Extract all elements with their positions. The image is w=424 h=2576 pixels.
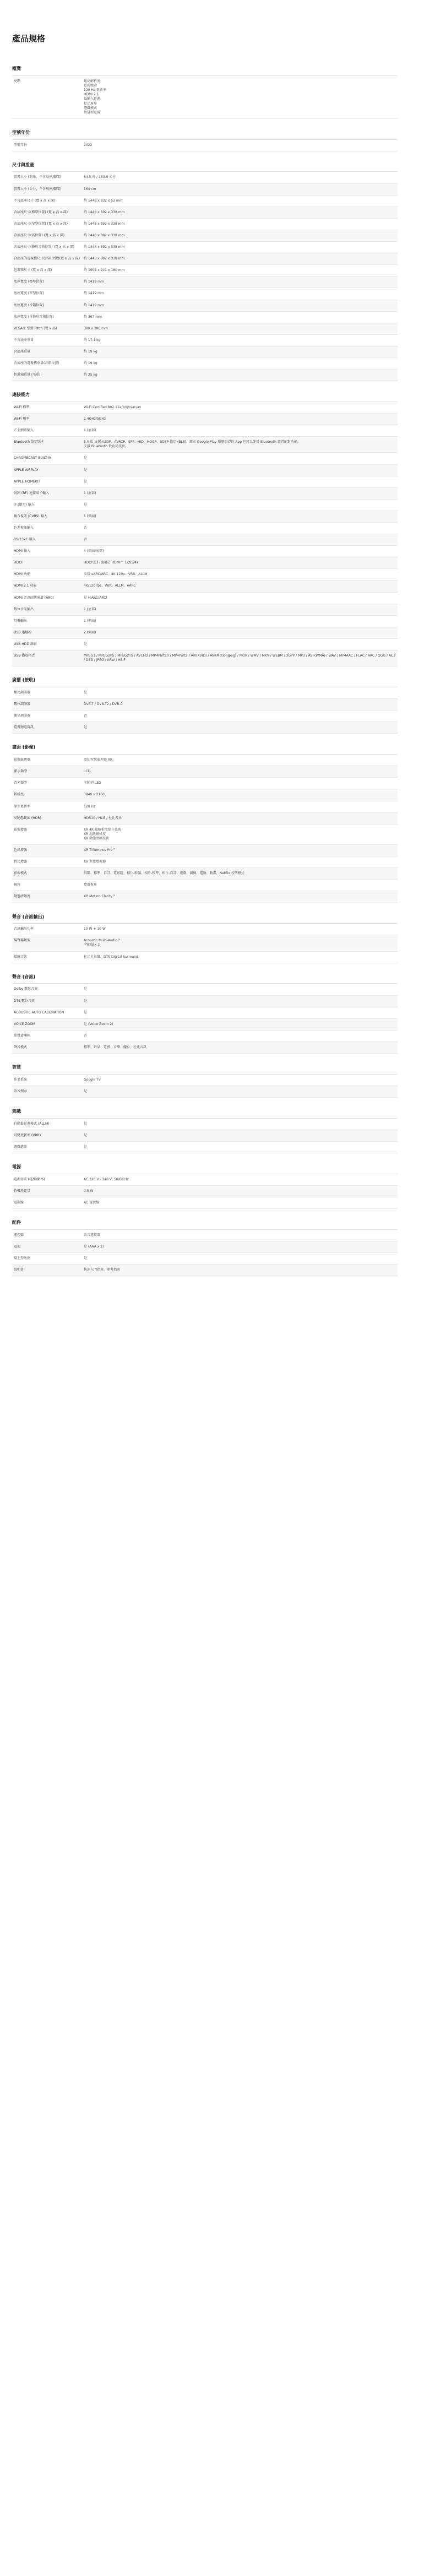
spec-row [12, 1031, 398, 1042]
spec-label: 說明書 [14, 1268, 24, 1272]
spec-label: HDCP [14, 561, 23, 565]
spec-label: 顯示類型 [14, 769, 28, 774]
spec-row [12, 813, 398, 825]
spec-label: 高動態範圍 (HDR) [14, 816, 41, 820]
spec-row [12, 755, 398, 766]
spec-value: 全陣列 LED [84, 781, 101, 785]
spec-row [12, 453, 398, 464]
spec-label: 電源需求 (電壓/頻率) [14, 1177, 45, 1181]
spec-row [12, 196, 398, 207]
spec-row [12, 523, 398, 534]
spec-value: 超高解析度 色彩精確 120 Hz 更新率 HDMI 2.1 低輸入延遲 杜比視界 遊戲模式 智慧型電視 [84, 79, 106, 115]
spec-label: 原生更新率 [14, 804, 31, 809]
spec-value: 1 (側面) [84, 514, 96, 518]
spec-label: HDMI 2.1 功能 [14, 584, 37, 588]
spec-value: XR 4K 超解析度提升技術 XR 超級解析度 XR 動態清晰技術 [84, 827, 121, 840]
spec-label: Bluetooth 協定版本 [14, 440, 45, 444]
spec-label: 單聲道喇叭 [14, 1033, 31, 1038]
spec-label: APPLE AIRPLAY [14, 468, 39, 472]
spec-label: USB HDD 錄影 [14, 642, 37, 646]
spec-row [12, 1130, 398, 1142]
spec-row [12, 219, 398, 230]
spec-row [12, 880, 398, 891]
spec-value: 是 (Voice Zoom 2) [84, 1022, 113, 1026]
spec-value: 是 [84, 456, 88, 460]
spec-row [12, 984, 398, 995]
spec-value: 64.5 吋 / 163.9 公分 [84, 175, 116, 180]
spec-value: 1 (底部) [84, 607, 96, 611]
spec-value: 164 cm [84, 187, 96, 191]
spec-label: 色彩增強 [14, 848, 28, 853]
spec-row [12, 276, 398, 288]
spec-label: 螢幕大小 (公分，不含底座/腳架) [14, 187, 62, 191]
page-title: 產品規格 [12, 34, 46, 44]
spec-row [12, 778, 398, 789]
spec-row [12, 1241, 398, 1253]
spec-label: 影像增強 [14, 827, 28, 832]
spec-label: 解析度 [14, 793, 24, 797]
spec-row [12, 402, 398, 414]
spec-label: 背光類型 [14, 781, 28, 785]
spec-row [12, 1119, 398, 1130]
spec-value: Acoustic Multi-Audio™ 全範圍 x 2 [84, 939, 121, 947]
spec-label: Wi-Fi 頻率 [14, 417, 30, 421]
spec-label: 含底座尺寸(標準位置) (寬 x 高 x 深) [14, 210, 68, 214]
spec-label: 遊戲選單 [14, 1145, 28, 1149]
spec-value: 否 [84, 538, 88, 542]
spec-row [12, 346, 398, 358]
spec-value: 是 [84, 468, 88, 472]
spec-row [12, 207, 398, 219]
spec-value: 1 (底部) [84, 491, 96, 495]
spec-value: 約 1419 mm [84, 303, 104, 307]
spec-row [12, 1230, 398, 1241]
spec-row [12, 711, 398, 722]
spec-row [12, 312, 398, 323]
spec-value: 約 1448 x 892 x 338 mm [84, 245, 125, 250]
spec-value: 約 1448 x 832 x 53 mm [84, 198, 123, 203]
spec-value: 快速入門指南、參考指南 [84, 1268, 121, 1272]
spec-value: 約 1448 x 892 x 338 mm [84, 257, 125, 261]
spec-row [12, 557, 398, 569]
spec-row [12, 253, 398, 265]
spec-value: AC 電源線 [84, 1201, 100, 1205]
section-title: 聲音 (音訊輸出) [12, 911, 398, 924]
spec-value: 約 1448 x 892 x 338 mm [84, 233, 125, 237]
spec-label: USB 播放格式 [14, 654, 35, 658]
spec-value: 2.4GHz/5GHz [84, 417, 106, 421]
spec-value: 0.5 W [84, 1189, 94, 1193]
spec-value: 是 [84, 1121, 88, 1126]
spec-row [12, 1186, 398, 1197]
spec-label: 不含底座重量 [14, 338, 34, 342]
spec-value: 4 (側面/底部) [84, 549, 104, 554]
spec-row [12, 687, 398, 699]
spec-row [12, 1142, 398, 1153]
spec-value: 約 1608 x 941 x 180 mm [84, 268, 125, 273]
spec-row [12, 891, 398, 903]
spec-value: AC 220 V - 240 V, 50/60 Hz [84, 1177, 129, 1181]
spec-row [12, 616, 398, 627]
spec-label: 桌上型底座 [14, 1256, 31, 1261]
spec-row [12, 230, 398, 242]
spec-value: 是 [84, 1256, 88, 1261]
spec-label: 衛星調諧器 [14, 714, 31, 718]
spec-row [12, 996, 398, 1007]
spec-row [12, 699, 398, 711]
spec-value: 是 [84, 642, 88, 646]
spec-row [12, 488, 398, 500]
spec-label: HDMI 功能 [14, 572, 30, 577]
spec-value: 3840 x 2160 [84, 793, 105, 797]
spec-label: 類比調諧器 [14, 691, 31, 695]
spec-label: 影像處理器 [14, 758, 31, 762]
spec-row [12, 1019, 398, 1031]
spec-label: 複合視訊 (CVBS) 輸入 [14, 514, 47, 518]
spec-container [12, 63, 398, 1276]
spec-label: 電視頻道資訊 [14, 725, 34, 730]
spec-label: 語音搜尋 [14, 1089, 28, 1093]
spec-value: 約 1448 x 892 x 338 mm [84, 210, 125, 214]
spec-row [12, 789, 398, 801]
spec-label: Wi-Fi 標準 [14, 405, 30, 409]
spec-row [12, 425, 398, 437]
spec-label: DTS 數位音效 [14, 999, 35, 1003]
spec-label: 含底座尺寸(窄型位置) (寬 x 高 x 深) [14, 221, 68, 226]
spec-row [12, 845, 398, 856]
spec-value: 約 19 kg [84, 349, 97, 354]
spec-value: 否 [84, 526, 88, 530]
spec-label: 不含底座尺寸 (寬 x 高 x 深) [14, 198, 56, 203]
spec-value: 是 [84, 1145, 88, 1149]
spec-row [12, 639, 398, 650]
spec-label: 影像模式 [14, 871, 28, 876]
spec-value: 10 W + 10 W [84, 927, 106, 931]
spec-row [12, 534, 398, 546]
spec-label: 亮點 [14, 79, 21, 84]
spec-label: 揚聲器類型 [14, 939, 31, 943]
spec-value: 是 [84, 999, 88, 1003]
spec-label: 含底座的電視機重量(音箱位置) [14, 361, 59, 365]
spec-value: 否 [84, 714, 88, 718]
spec-label: CHROMECAST BUILT-IN [14, 456, 52, 460]
spec-row [12, 569, 398, 581]
section-title: 聲音 (音訊) [12, 971, 398, 984]
spec-value: HDCP2.3 (適用於 HDMI™ 1/2/3/4) [84, 561, 138, 565]
spec-value: 約 367 mm [84, 314, 102, 319]
spec-value: 認知智慧處理器 XR [84, 758, 113, 762]
spec-value: 是 [84, 502, 88, 507]
spec-value: 是 (eARC/ARC) [84, 595, 107, 600]
spec-label: 可變更新率 (VRR) [14, 1133, 41, 1137]
spec-label: 射頻 (RF) 連接端子輸入 [14, 491, 50, 495]
spec-row [12, 1042, 398, 1054]
spec-label: 聲音模式 [14, 1045, 28, 1049]
spec-row [12, 766, 398, 778]
section-title: 遊戲 [12, 1105, 398, 1119]
spec-value: 約 25 kg [84, 373, 97, 377]
spec-row [12, 1075, 398, 1086]
spec-label: 視角 [14, 883, 21, 887]
spec-label: 自動低延遲模式 (ALLM) [14, 1121, 50, 1126]
spec-label: 包裝箱重量 (毛重) [14, 373, 41, 377]
spec-label: VOICE ZOOM [14, 1022, 36, 1026]
spec-label: 包裝箱尺寸 (寬 x 高 x 深) [14, 268, 52, 273]
spec-label: 對比增強 [14, 860, 28, 864]
spec-value: 是 [84, 1133, 88, 1137]
spec-row [12, 935, 398, 951]
spec-label: USB 連接埠 [14, 630, 32, 634]
spec-row [12, 1197, 398, 1209]
spec-label: 含底座尺寸(高位置) (寬 x 高 x 深) [14, 233, 65, 237]
spec-row [12, 323, 398, 335]
spec-value: MPEG1 / MPEG2PS / MPEG2TS / AVCHD / MP4Part10 / MP4Part2 / AVI(XVID) / AVI(MotionJpeg) / MOV / WMV / MKV / WEBM / 3GPP / MP3 / ASF(WMA) / WAV / MP4AAC / FLAC / AAC / OGG / AC3 / DSD / JPEG / ARW / HEIF [84, 654, 395, 663]
spec-value: XR 對比增強器 [84, 860, 106, 864]
section-title: 配件 [12, 1217, 398, 1230]
spec-label: 底座寬度 (含條形音箱位置) [14, 314, 54, 319]
spec-label: 電源線 [14, 1201, 24, 1205]
spec-value: DVB-T / DVB-T2 / DVB-C [84, 702, 123, 707]
spec-label: Dolby 數位音效 [14, 987, 38, 991]
spec-value: XR Triluminos Pro™ [84, 848, 116, 853]
spec-label: VESA® 壁掛 Pitch (寬 x 高) [14, 326, 57, 330]
spec-value: 5.0 版 支援 A2DP、AVRCP、SPP、HID、HOGP、3DSP 協定 (BLE)。經由 Google Play 服務取得的 App 也可以使用 Bluetooth 裝置配對功能。 支援 Bluetooth 低功耗技術。 [84, 440, 301, 449]
spec-value: 寬廣視角 [84, 883, 97, 887]
spec-label: 數位音訊輸出 [14, 607, 34, 611]
spec-row [12, 650, 398, 666]
spec-row [12, 288, 398, 300]
spec-row [12, 825, 398, 845]
spec-label: 電池 [14, 1245, 21, 1249]
spec-value: 否 [84, 1033, 88, 1038]
spec-label: HDMI 輸入 [14, 549, 30, 554]
spec-row [12, 546, 398, 557]
spec-value: 約 1419 mm [84, 291, 104, 296]
spec-value: Wi-Fi Certified 802.11a/b/g/n/ac/ax [84, 405, 142, 409]
spec-value: HDR10 / HLG / 杜比視界 [84, 816, 122, 820]
spec-row [12, 593, 398, 604]
spec-row [12, 801, 398, 813]
spec-row [12, 1265, 398, 1276]
spec-label: 環繞音效 [14, 955, 28, 959]
spec-row [12, 868, 398, 880]
spec-row [12, 511, 398, 523]
spec-label: 型號年份 [14, 143, 28, 147]
spec-label: 數位調諧器 [14, 702, 31, 707]
spec-value: 鮮豔、標準、自訂、電影院、相片-鮮豔、相片-標準、相片-自訂、遊戲、圖像、運動、動畫、Netflix 校準模式 [84, 871, 244, 876]
spec-value: 是 [84, 691, 88, 695]
spec-row [12, 1086, 398, 1098]
spec-label: APPLE HOMEKIT [14, 479, 40, 484]
spec-row [12, 722, 398, 734]
spec-value: 2 (側面) [84, 630, 96, 634]
spec-value: Google TV [84, 1077, 101, 1082]
spec-row [12, 242, 398, 253]
spec-value: 1 (側面) [84, 619, 96, 623]
spec-value: 1 (底部) [84, 429, 96, 433]
spec-row [12, 140, 398, 151]
section-title: 電源 [12, 1161, 398, 1174]
spec-row [12, 1174, 398, 1186]
spec-value: 支援 eARC/ARC、4K 120p、VRR、ALLM [84, 572, 148, 577]
spec-value: 杜比全景聲、DTS Digital Surround [84, 955, 138, 959]
section-title: 概覽 [12, 63, 398, 76]
spec-value: 約 1448 x 892 x 338 mm [84, 221, 125, 226]
spec-row [12, 476, 398, 488]
spec-label: ACOUSTIC AUTO CALIBRATION [14, 1010, 64, 1015]
spec-label: HDMI 音訊回傳通道 (ARC) [14, 595, 54, 600]
spec-value: 是 [84, 1010, 88, 1015]
spec-label: 待機耗電量 [14, 1189, 31, 1193]
section-title: 畫面 (影像) [12, 741, 398, 755]
spec-row [12, 627, 398, 639]
spec-label: 底座寬度 (音箱位置) [14, 303, 44, 307]
spec-label: 底座寬度 (標準位置) [14, 280, 44, 284]
spec-value: 是 (AAA x 2) [84, 1245, 104, 1249]
spec-row [12, 300, 398, 312]
spec-row [12, 604, 398, 616]
spec-value: 300 x 300 mm [84, 326, 108, 330]
section-title: 廣播 (接收) [12, 674, 398, 687]
spec-label: 作業系統 [14, 1077, 28, 1082]
spec-label: 含底座的電視機尺寸(音箱位置)(寬 x 高 x 深) [14, 257, 80, 261]
spec-value: LCD [84, 769, 91, 774]
section-title: 連接能力 [12, 389, 398, 402]
section-title: 智慧 [12, 1061, 398, 1075]
spec-row [12, 1253, 398, 1265]
spec-row [12, 358, 398, 370]
spec-label: IF (衛星) 輸入 [14, 502, 35, 507]
spec-row [12, 265, 398, 276]
spec-value: 是 [84, 987, 88, 991]
spec-row [12, 335, 398, 346]
spec-label: 遙控器 [14, 1233, 24, 1237]
spec-label: 音訊輸出功率 [14, 927, 34, 931]
spec-row [12, 581, 398, 592]
spec-row [12, 76, 398, 119]
section-title: 型號年份 [12, 127, 398, 140]
spec-label: 含底座重量 [14, 349, 31, 354]
spec-row [12, 184, 398, 196]
spec-row [12, 414, 398, 425]
spec-value: 是 [84, 725, 88, 730]
spec-value: 約 1419 mm [84, 280, 104, 284]
spec-row [12, 465, 398, 476]
spec-value: 2022 [84, 143, 93, 147]
spec-row [12, 856, 398, 868]
spec-label: 螢幕大小 (對角，不含底座/腳架) [14, 175, 62, 180]
spec-label: 含底座尺寸(條形音箱位置) (寬 x 高 x 深) [14, 245, 75, 250]
spec-value: XR Motion Clarity™ [84, 894, 116, 899]
spec-value: 是 [84, 1089, 88, 1093]
spec-value: 標準、對話、電影、音樂、體育、杜比音訊 [84, 1045, 147, 1049]
spec-value: 4K/120 fps、VRR、ALLM、eARC [84, 584, 136, 588]
spec-row [12, 952, 398, 963]
spec-row [12, 924, 398, 935]
spec-label: 底座寬度 (窄型位置) [14, 291, 44, 296]
spec-label: 動態清晰度 [14, 894, 31, 899]
spec-label: RS-232C 輸入 [14, 538, 36, 542]
spec-label: 乙太網路輸入 [14, 429, 34, 433]
spec-row [12, 437, 398, 453]
spec-value: 語音遙控器 [84, 1233, 101, 1237]
spec-row [12, 370, 398, 381]
spec-value: 約 19 kg [84, 361, 97, 365]
spec-row [12, 500, 398, 511]
section-title: 尺寸與重量 [12, 159, 398, 172]
spec-value: 120 Hz [84, 804, 96, 809]
spec-row [12, 172, 398, 183]
spec-value: 約 17.1 kg [84, 338, 101, 342]
spec-row [12, 1007, 398, 1019]
spec-label: 耳機輸出 [14, 619, 28, 623]
spec-label: 色差視訊輸入 [14, 526, 34, 530]
spec-value: 是 [84, 479, 88, 484]
